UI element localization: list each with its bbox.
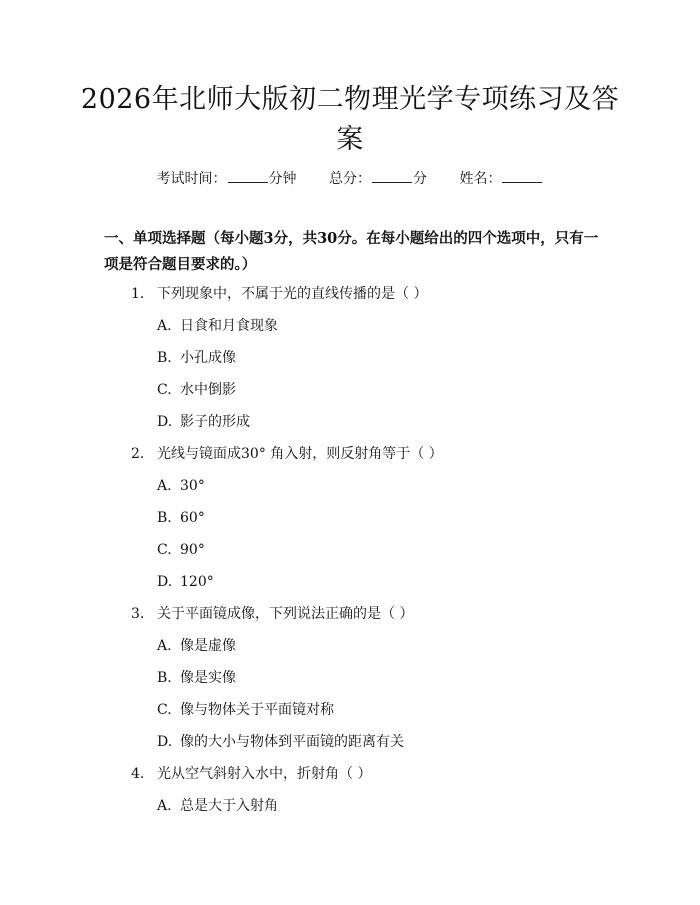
total-score-label: 总分： (329, 171, 371, 187)
option-text: 90° (180, 542, 205, 558)
option-letter: A. (157, 798, 172, 814)
option-3a (0, 630, 700, 662)
question-number: 4. (131, 766, 145, 782)
option-text: 像是虚像 (180, 638, 236, 654)
option-text: 小孔成像 (180, 350, 236, 366)
question-4 (0, 758, 700, 790)
option-text: 像与物体关于平面镜对称 (180, 702, 334, 718)
question-number: 3. (131, 606, 145, 622)
student-name-label: 姓名： (459, 171, 502, 187)
question-stem: 关于平面镜成像，下列说法正确的是（ ） (157, 606, 414, 622)
option-text: 像是实像 (180, 670, 236, 686)
option-3b (0, 662, 700, 694)
option-text: 120° (180, 574, 214, 590)
option-2b (0, 502, 700, 534)
option-text: 日食和月食现象 (180, 318, 278, 334)
option-letter: A. (157, 318, 172, 334)
option-letter: D. (157, 414, 173, 430)
question-1 (0, 278, 700, 310)
option-letter: B. (157, 350, 172, 366)
option-3d (0, 726, 700, 758)
option-letter: B. (157, 510, 172, 526)
option-text: 总是大于入射角 (180, 798, 278, 814)
exam-time-unit: 分钟 (268, 171, 297, 187)
option-2d (0, 566, 700, 598)
option-2a (0, 470, 700, 502)
total-score-field (329, 168, 427, 189)
exam-time-blank[interactable] (228, 168, 268, 183)
total-score-unit: 分 (413, 171, 427, 187)
option-text: 60° (180, 510, 205, 526)
question-list (0, 278, 700, 822)
option-letter: C. (157, 382, 172, 398)
question-number: 1. (131, 286, 145, 302)
option-text: 影子的形成 (180, 414, 250, 430)
student-name-field (459, 168, 543, 189)
option-text: 30° (180, 478, 205, 494)
option-letter: C. (157, 702, 172, 718)
option-letter: A. (157, 478, 172, 494)
option-4a (0, 790, 700, 822)
page-title: 2026年北师大版初二物理光学专项练习及答案 (80, 84, 620, 155)
question-3 (0, 598, 700, 630)
option-1d (0, 406, 700, 438)
total-score-blank[interactable] (372, 168, 412, 183)
option-1b (0, 342, 700, 374)
option-text: 水中倒影 (180, 382, 236, 398)
option-3c (0, 694, 700, 726)
question-number: 2. (131, 446, 145, 462)
option-1c (0, 374, 700, 406)
question-stem: 光从空气斜射入水中，折射角（ ） (157, 766, 372, 782)
student-name-blank[interactable] (502, 168, 542, 183)
option-2c (0, 534, 700, 566)
option-letter: D. (157, 734, 173, 750)
question-2 (0, 438, 700, 470)
option-letter: A. (157, 638, 172, 654)
option-letter: C. (157, 542, 172, 558)
option-text: 像的大小与物体到平面镜的距离有关 (180, 734, 404, 750)
exam-time-field (157, 168, 297, 189)
exam-meta-line (0, 168, 700, 189)
question-stem: 光线与镜面成30° 角入射，则反射角等于（ ） (157, 446, 443, 462)
option-1a (0, 310, 700, 342)
section-heading: 一、单项选择题（每小题3分，共30分。在每小题给出的四个选项中，只有一项是符合题目要求的。） (104, 230, 599, 273)
question-stem: 下列现象中，不属于光的直线传播的是（ ） (157, 286, 428, 302)
option-letter: B. (157, 670, 172, 686)
option-letter: D. (157, 574, 173, 590)
exam-time-label: 考试时间： (156, 171, 227, 187)
